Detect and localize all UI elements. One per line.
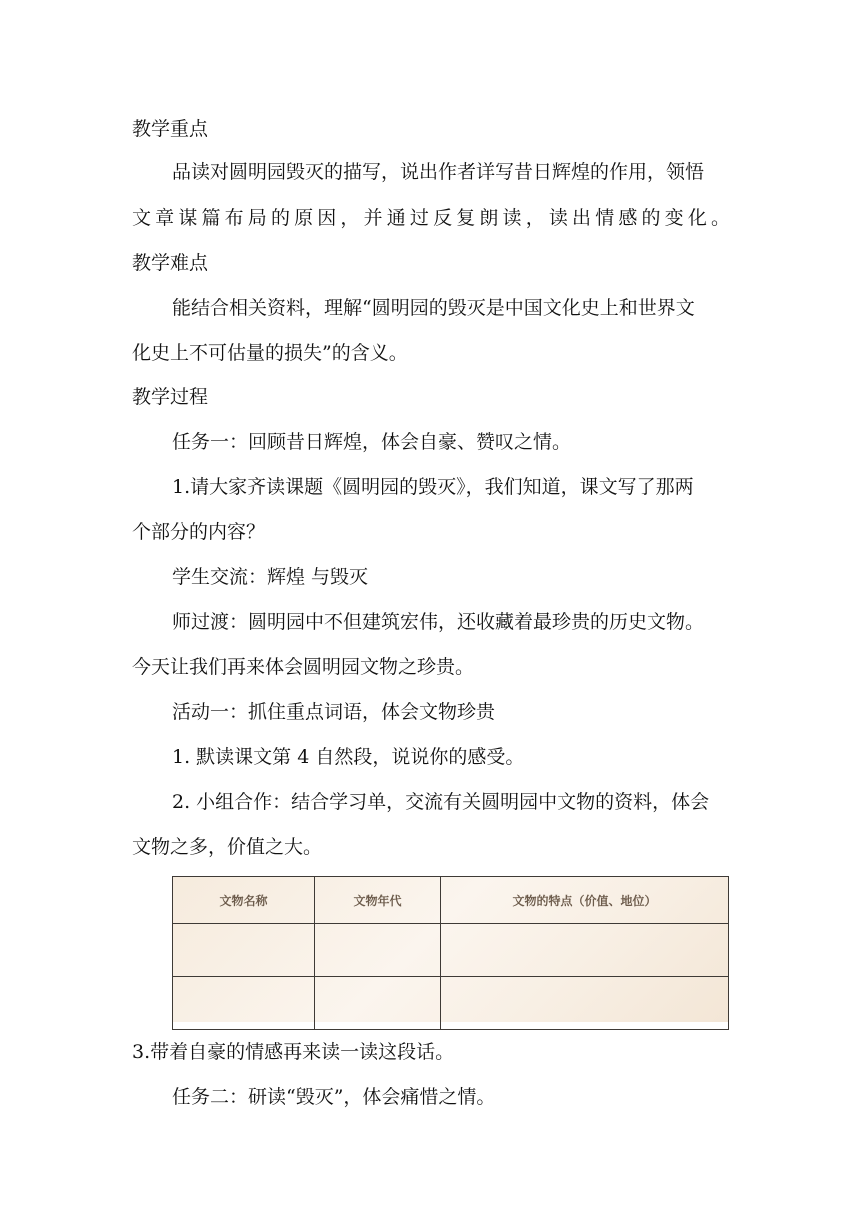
table-cell (173, 977, 315, 1030)
paragraph-line: 1. 默读课文第 4 自然段，说说你的感受。 (172, 746, 525, 768)
paragraph-line: 2. 小组合作：结合学习单，交流有关圆明园中文物的资料，体会 (172, 791, 710, 813)
paragraph-line: 文章谋篇布局的原因，并通过反复朗读，读出情感的变化。 (132, 207, 730, 229)
column-header-relic-features: 文物的特点（价值、地位） (441, 877, 729, 924)
heading-teaching-process: 教学过程 (132, 386, 209, 408)
task-two-title: 任务二：研读“毁灭”，体会痛惜之情。 (172, 1086, 496, 1108)
paragraph-line: 能结合相关资料，理解“圆明园的毁灭是中国文化史上和世界文 (172, 297, 695, 319)
table-cell (173, 924, 315, 977)
paragraph-line: 学生交流：辉煌 与毁灭 (172, 566, 369, 588)
paragraph-line: 个部分的内容？ (132, 521, 266, 543)
table-cell (441, 977, 729, 1030)
table-cell (441, 924, 729, 977)
table-cell (315, 924, 441, 977)
task-one-title: 任务一：回顾昔日辉煌，体会自豪、赞叹之情。 (172, 431, 572, 453)
heading-teaching-difficulty: 教学难点 (132, 252, 209, 274)
paragraph-line: 3.带着自豪的情感再来读一读这段话。 (132, 1041, 455, 1063)
paragraph-line: 文物之多，价值之大。 (132, 836, 323, 858)
paragraph-line: 师过渡：圆明园中不但建筑宏伟，还收藏着最珍贵的历史文物。 (172, 611, 705, 633)
paragraph-line: 品读对圆明园毁灭的描写，说出作者详写昔日辉煌的作用，领悟 (172, 161, 705, 183)
heading-teaching-focus: 教学重点 (132, 118, 209, 140)
paragraph-line: 今天让我们再来体会圆明园文物之珍贵。 (132, 656, 475, 678)
activity-one-title: 活动一：抓住重点词语，体会文物珍贵 (172, 701, 496, 723)
table-cell (315, 977, 441, 1030)
column-header-relic-name: 文物名称 (173, 877, 315, 924)
table-header-row (173, 877, 729, 924)
paragraph-line: 1.请大家齐读课题《圆明园的毁灭》，我们知道，课文写了那两 (172, 476, 694, 498)
table-row (173, 924, 729, 977)
column-header-relic-era: 文物年代 (315, 877, 441, 924)
worksheet-table (172, 876, 729, 1030)
table-row (173, 977, 729, 1030)
paragraph-line: 化史上不可估量的损失”的含义。 (132, 342, 408, 364)
worksheet-table-image (172, 876, 728, 1022)
